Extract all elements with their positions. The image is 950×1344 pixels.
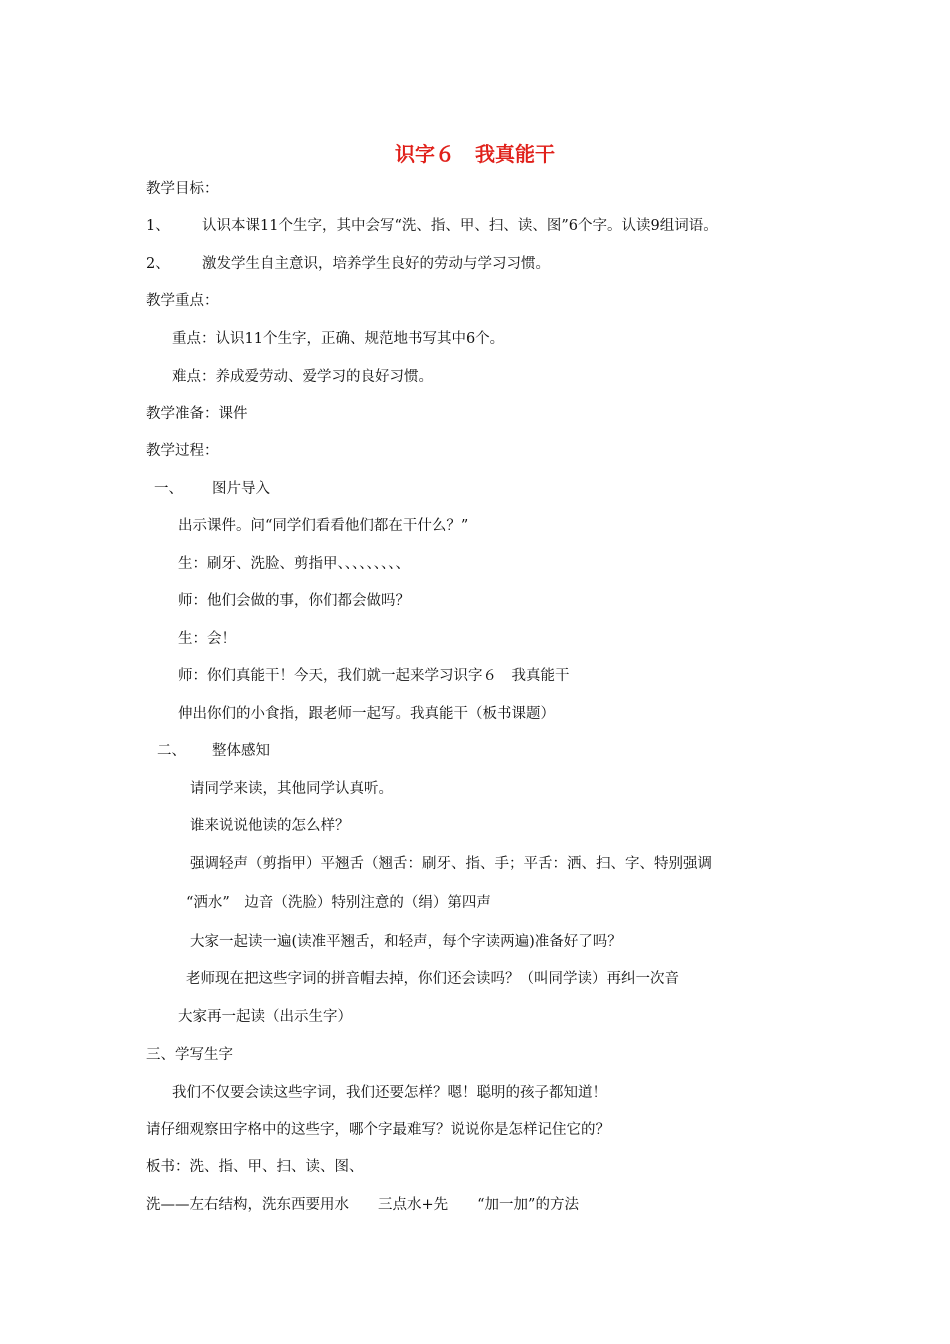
key-point: 重点：认识11个生字，正确、规范地书写其中6个。: [172, 331, 505, 347]
list-number-2: 2、: [146, 256, 170, 272]
paragraph: 师：他们会做的事，你们都会做吗？: [178, 593, 410, 609]
section-heading-goals: 教学目标：: [146, 181, 219, 197]
difficult-point: 难点：养成爱劳动、爱学习的良好习惯。: [172, 369, 433, 385]
step-title-2: 整体感知: [212, 743, 270, 759]
step-title-3: 三、学写生字: [146, 1047, 233, 1063]
paragraph: 请同学来读，其他同学认真听。: [190, 781, 393, 797]
list-number-1: 1、: [146, 218, 170, 234]
section-heading-key-points: 教学重点：: [146, 293, 219, 309]
paragraph: 强调轻声（剪指甲）平翘舌（翘舌：刷牙、指、手；平舌：洒、扫、字、特别强调: [190, 856, 712, 872]
document-title: 识字６ 我真能干: [395, 142, 555, 166]
section-heading-process: 教学过程：: [146, 443, 219, 459]
paragraph: 谁来说说他读的怎么样？: [190, 818, 350, 834]
goal-item-1: 认识本课11个生字，其中会写“洗、指、甲、扫、读、图”6个字。认读9组词语。: [202, 218, 718, 234]
paragraph: “洒水” 边音（洗脸）特别注意的（绢）第四声: [186, 895, 491, 911]
paragraph: 大家一起读一遍(读准平翘舌，和轻声，每个字读两遍)准备好了吗？: [190, 934, 622, 950]
step-number-2: 二、: [157, 743, 186, 759]
paragraph: 师：你们真能干！今天，我们就一起来学习识字６ 我真能干: [178, 668, 570, 684]
board-writing: 板书：洗、指、甲、扫、读、图、: [146, 1159, 364, 1175]
paragraph: 生：会！: [178, 631, 236, 647]
goal-item-2: 激发学生自主意识，培养学生良好的劳动与学习习惯。: [202, 256, 550, 272]
paragraph: 我们不仅要会读这些字词，我们还要怎样？嗯！聪明的孩子都知道！: [172, 1085, 607, 1101]
paragraph: 出示课件。问“同学们看看他们都在干什么？”: [178, 518, 469, 534]
step-title-1: 图片导入: [212, 481, 270, 497]
paragraph: 生：刷牙、洗脸、剪指甲、、、、、、、、、: [178, 556, 410, 572]
section-heading-preparation: 教学准备：课件: [146, 406, 248, 422]
paragraph: 老师现在把这些字词的拼音帽去掉，你们还会读吗？（叫同学读）再纠一次音: [186, 971, 679, 987]
paragraph: 洗——左右结构，洗东西要用水 三点水+先 “加一加”的方法: [146, 1197, 579, 1213]
paragraph: 大家再一起读（出示生字）: [178, 1009, 352, 1025]
step-number-1: 一、: [154, 481, 183, 497]
paragraph: 伸出你们的小食指，跟老师一起写。我真能干（板书课题）: [178, 706, 555, 722]
paragraph: 请仔细观察田字格中的这些字，哪个字最难写？说说你是怎样记住它的？: [146, 1122, 610, 1138]
